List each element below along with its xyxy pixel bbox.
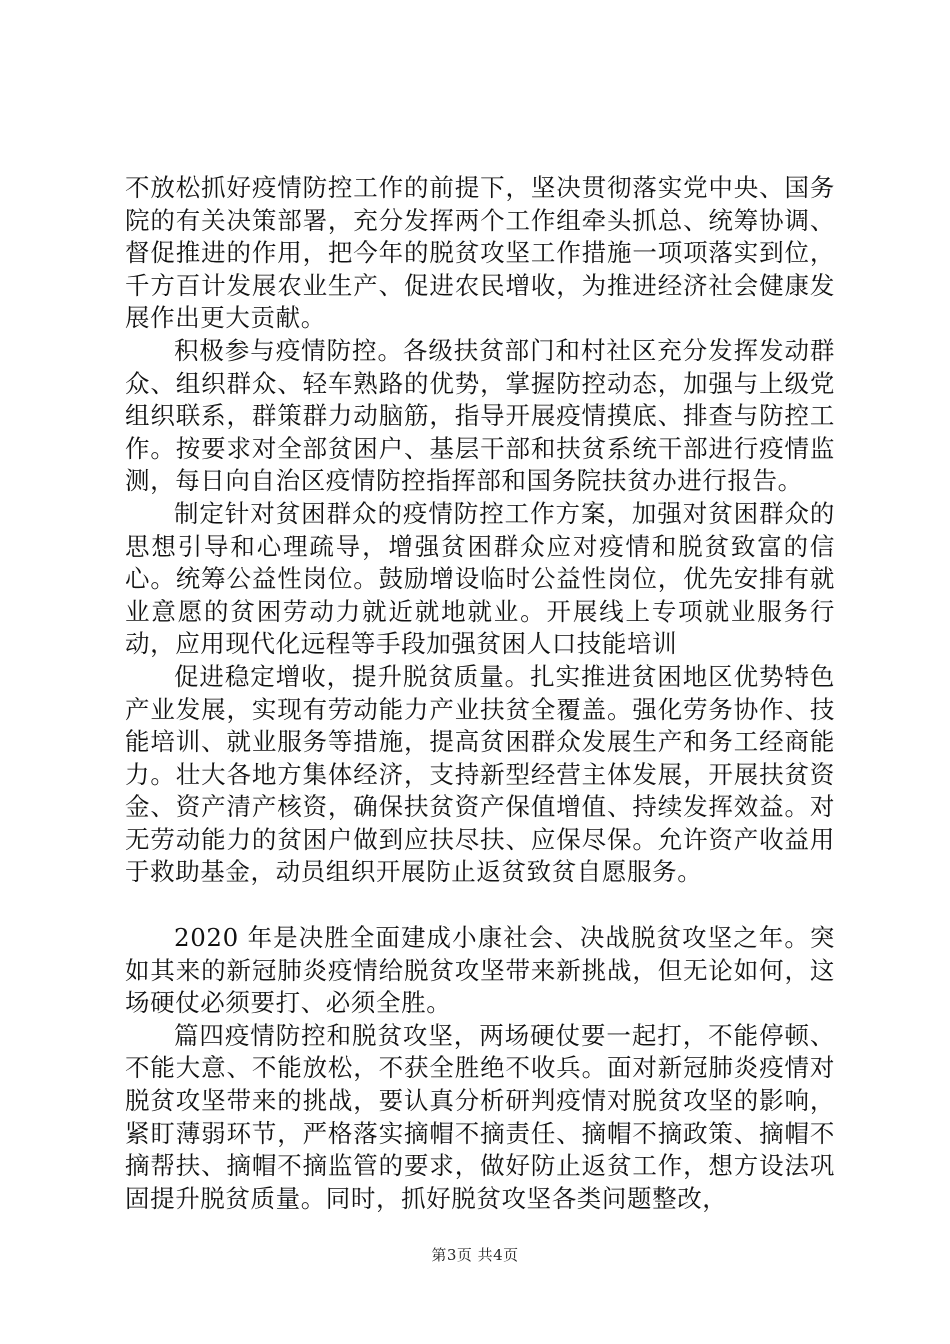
paragraph-2: 积极参与疫情防控。各级扶贫部门和村社区充分发挥发动群众、组织群众、轻车熟路的优势，掌握防控动态，加强与上级党组织联系，群策群力动脑筋，指导开展疫情摸底、排查与防控工作。按要求对全部贫困户、基层干部和扶贫系统干部进行疫情监测，每日向自治区疫情防控指挥部和国务院扶贫办进行报告。	[125, 335, 835, 496]
paragraph-6: 篇四疫情防控和脱贫攻坚，两场硬仗要一起打，不能停顿、不能大意、不能放松，不获全胜绝不收兵。面对新冠肺炎疫情对脱贫攻坚带来的挑战，要认真分析研判疫情对脱贫攻坚的影响，紧盯薄弱环节，严格落实摘帽不摘责任、摘帽不摘政策、摘帽不摘帮扶、摘帽不摘监管的要求，做好防止返贫工作，想方设法巩固提升脱贫质量。同时，抓好脱贫攻坚各类问题整改，	[125, 1020, 835, 1213]
page-footer	[0, 1244, 950, 1265]
paragraph-1: 不放松抓好疫情防控工作的前提下，坚决贯彻落实党中央、国务院的有关决策部署，充分发挥两个工作组牵头抓总、统筹协调、督促推进的作用，把今年的脱贫攻坚工作措施一项项落实到位，千方百计发展农业生产、促进农民增收，为推进经济社会健康发展作出更大贡献。	[125, 173, 835, 333]
paragraph-3: 制定针对贫困群众的疫情防控工作方案，加强对贫困群众的思想引导和心理疏导，增强贫困群众应对疫情和脱贫致富的信心。统筹公益性岗位。鼓励增设临时公益性岗位，优先安排有就业意愿的贫困劳动力就近就地就业。开展线上专项就业服务行动，应用现代化远程等手段加强贫困人口技能培训	[125, 498, 835, 659]
document-body	[125, 172, 835, 1215]
paragraph-4: 促进稳定增收，提升脱贫质量。扎实推进贫困地区优势特色产业发展，实现有劳动能力产业扶贫全覆盖。强化劳务协作、技能培训、就业服务等措施，提高贫困群众发展生产和务工经商能力。壮大各地方集体经济，支持新型经营主体发展，开展扶贫资金、资产清产核资，确保扶贫资产保值增值、持续发挥效益。对无劳动能力的贫困户做到应扶尽扶、应保尽保。允许资产收益用于救助基金，动员组织开展防止返贫致贫自愿服务。	[125, 661, 835, 887]
page-number-label: 第3页 共4页	[431, 1246, 519, 1264]
paragraph-5: 2020 年是决胜全面建成小康社会、决战脱贫攻坚之年。突如其来的新冠肺炎疫情给脱贫攻坚带来新挑战，但无论如何，这场硬仗必须要打、必须全胜。	[125, 923, 835, 1018]
